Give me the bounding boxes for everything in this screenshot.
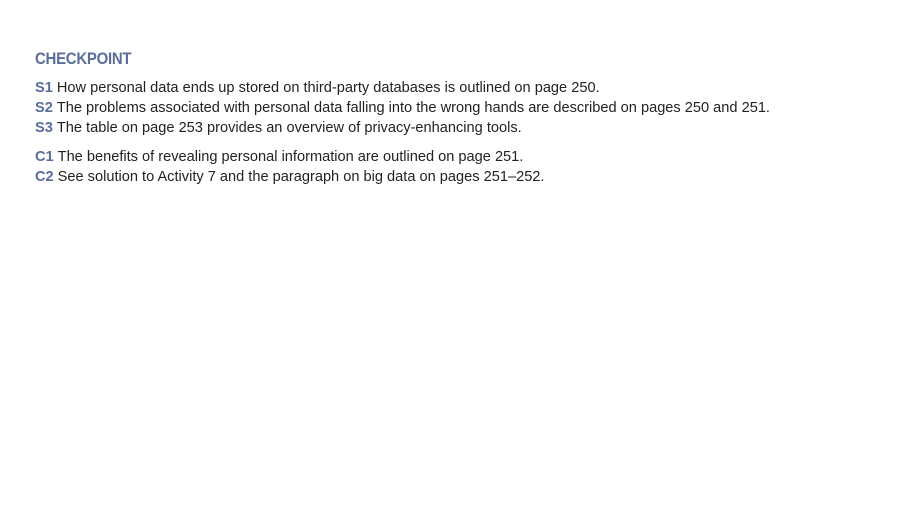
- c-items-group: [35, 147, 880, 187]
- s-items-group: [35, 78, 880, 138]
- checkpoint-item-s3: [35, 118, 880, 138]
- item-code: S2: [35, 100, 53, 116]
- item-text: See solution to Activity 7 and the paragraph on big data on pages 251–252.: [57, 169, 545, 185]
- checkpoint-box: [35, 48, 880, 187]
- item-text: The problems associated with personal data falling into the wrong hands are described on pages 250 and 251.: [56, 100, 770, 116]
- checkpoint-item-c2: [35, 167, 880, 187]
- checkpoint-heading: CHECKPOINT: [35, 49, 132, 68]
- item-text: The benefits of revealing personal information are outlined on page 251.: [57, 149, 524, 165]
- item-code: C1: [35, 149, 54, 165]
- checkpoint-item-s1: [35, 78, 880, 98]
- item-text: How personal data ends up stored on third-party databases is outlined on page 250.: [56, 80, 600, 96]
- item-code: S1: [35, 80, 53, 96]
- item-text: The table on page 253 provides an overview of privacy-enhancing tools.: [56, 120, 522, 136]
- item-code: S3: [35, 120, 53, 136]
- checkpoint-item-c1: [35, 147, 880, 167]
- checkpoint-item-s2: [35, 98, 880, 118]
- item-code: C2: [35, 169, 54, 185]
